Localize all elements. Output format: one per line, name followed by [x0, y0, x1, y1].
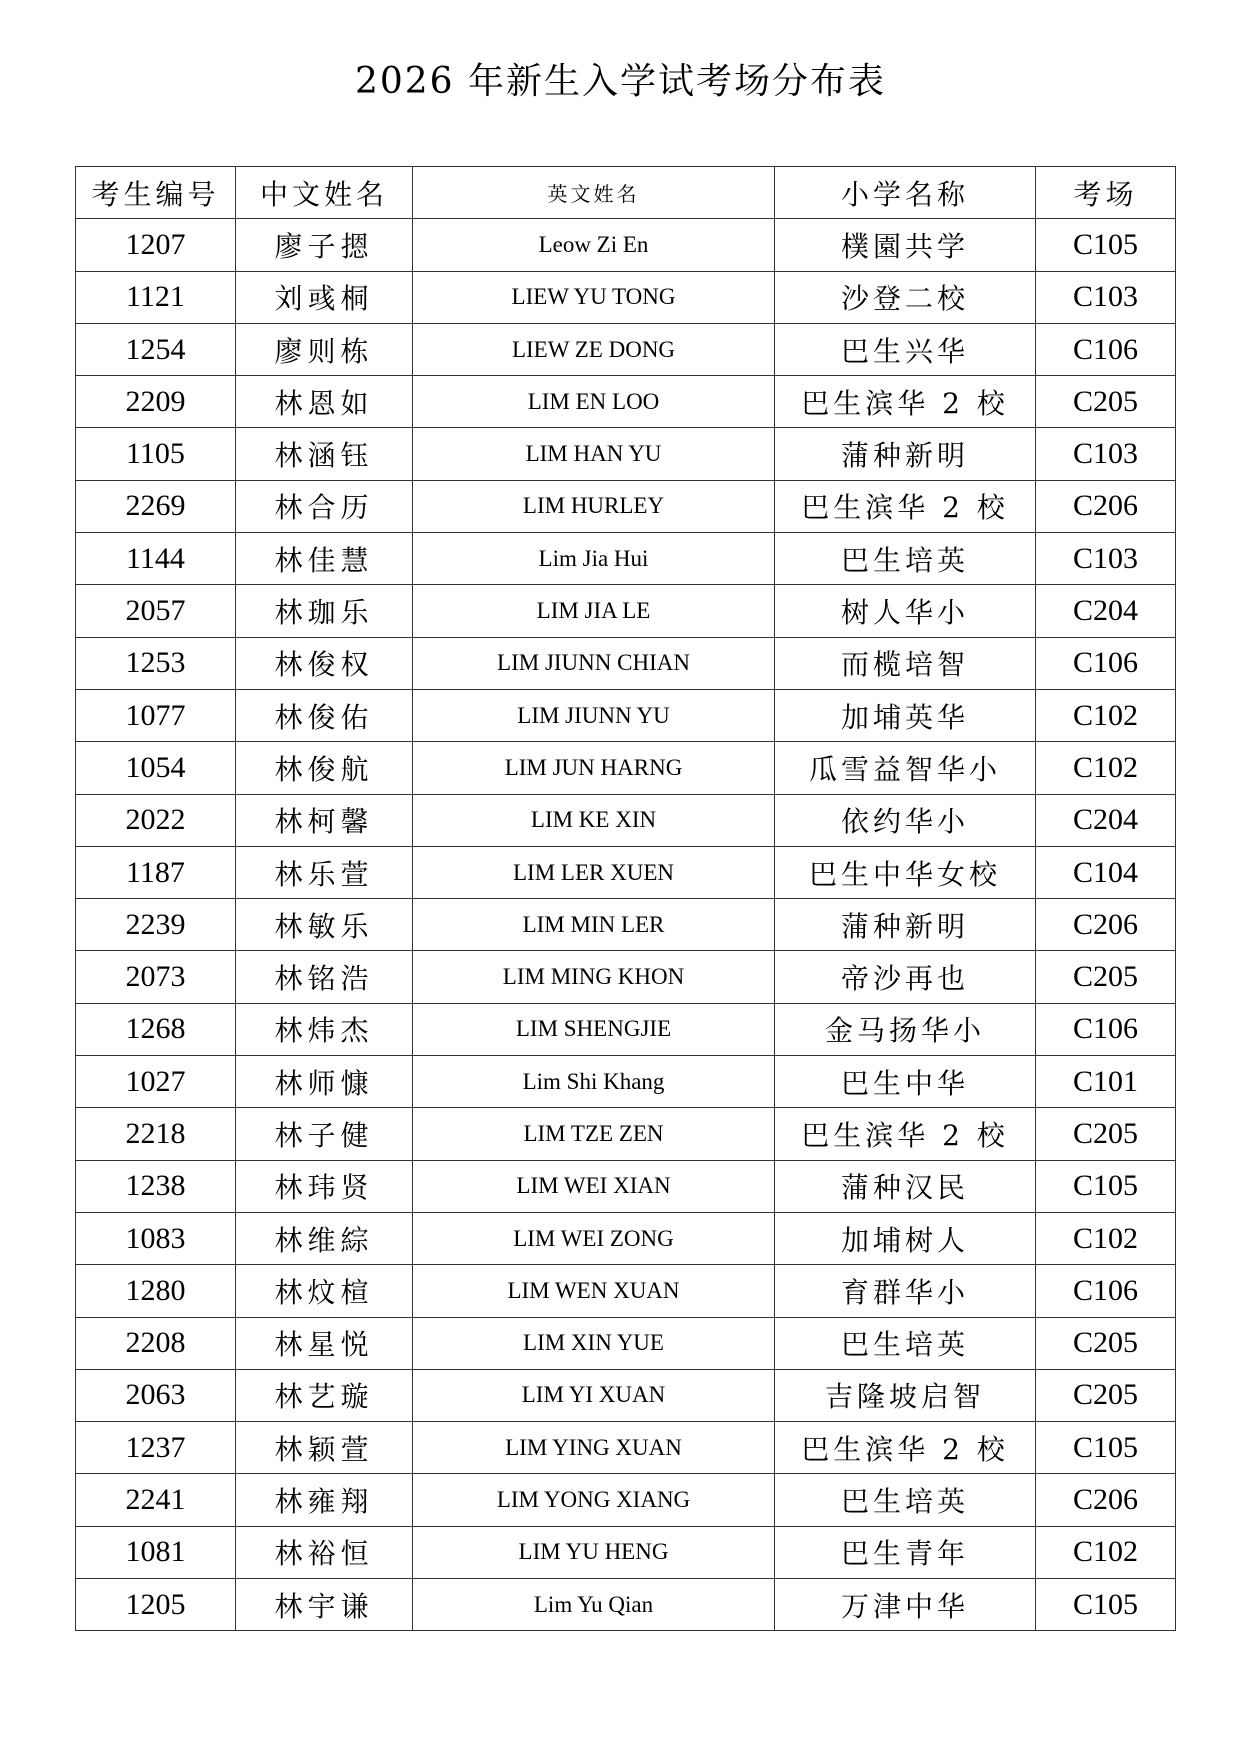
cell-english-name: Lim Shi Khang [413, 1056, 775, 1108]
table-row [76, 1422, 1176, 1474]
header-english-name: 英文姓名 [413, 167, 775, 219]
cell-candidate-id: 1205 [76, 1579, 236, 1631]
cell-school-name: 树人华小 [775, 585, 1036, 637]
cell-chinese-name: 林师慷 [236, 1056, 413, 1108]
cell-school-name: 万津中华 [775, 1579, 1036, 1631]
cell-school-name: 帝沙再也 [775, 951, 1036, 1003]
cell-exam-room: C206 [1036, 480, 1176, 532]
cell-candidate-id: 1280 [76, 1265, 236, 1317]
cell-candidate-id: 2057 [76, 585, 236, 637]
cell-chinese-name: 林俊权 [236, 637, 413, 689]
cell-english-name: Lim Yu Qian [413, 1579, 775, 1631]
cell-school-name: 加埔英华 [775, 689, 1036, 741]
cell-english-name: LIM LER XUEN [413, 846, 775, 898]
cell-school-name: 沙登二校 [775, 271, 1036, 323]
cell-exam-room: C106 [1036, 1003, 1176, 1055]
cell-exam-room: C105 [1036, 1579, 1176, 1631]
cell-candidate-id: 1083 [76, 1212, 236, 1264]
exam-room-table [75, 166, 1176, 1631]
cell-school-name: 巴生中华 [775, 1056, 1036, 1108]
cell-exam-room: C101 [1036, 1056, 1176, 1108]
cell-candidate-id: 1268 [76, 1003, 236, 1055]
cell-school-name: 樸園共学 [775, 219, 1036, 271]
cell-candidate-id: 1238 [76, 1160, 236, 1212]
cell-english-name: LIM SHENGJIE [413, 1003, 775, 1055]
cell-exam-room: C104 [1036, 846, 1176, 898]
table-header-row [76, 167, 1176, 219]
cell-chinese-name: 林星悦 [236, 1317, 413, 1369]
cell-english-name: LIM KE XIN [413, 794, 775, 846]
cell-candidate-id: 1077 [76, 689, 236, 741]
cell-school-name: 金马扬华小 [775, 1003, 1036, 1055]
cell-english-name: Lim Jia Hui [413, 533, 775, 585]
cell-english-name: LIM YING XUAN [413, 1422, 775, 1474]
cell-chinese-name: 林涵钰 [236, 428, 413, 480]
cell-chinese-name: 林乐萱 [236, 846, 413, 898]
cell-exam-room: C205 [1036, 376, 1176, 428]
table-row [76, 1526, 1176, 1578]
cell-exam-room: C204 [1036, 794, 1176, 846]
cell-candidate-id: 1253 [76, 637, 236, 689]
cell-chinese-name: 林恩如 [236, 376, 413, 428]
cell-chinese-name: 林维綜 [236, 1212, 413, 1264]
cell-chinese-name: 林裕恒 [236, 1526, 413, 1578]
cell-school-name: 吉隆坡启智 [775, 1369, 1036, 1421]
cell-english-name: LIM YONG XIANG [413, 1474, 775, 1526]
cell-chinese-name: 林珈乐 [236, 585, 413, 637]
cell-english-name: LIM TZE ZEN [413, 1108, 775, 1160]
cell-exam-room: C105 [1036, 1160, 1176, 1212]
cell-candidate-id: 2239 [76, 899, 236, 951]
cell-school-name: 巴生滨华 2 校 [775, 1108, 1036, 1160]
table-row [76, 1579, 1176, 1631]
cell-exam-room: C205 [1036, 1317, 1176, 1369]
cell-english-name: LIM JIUNN YU [413, 689, 775, 741]
table-row [76, 1317, 1176, 1369]
cell-english-name: LIM XIN YUE [413, 1317, 775, 1369]
cell-candidate-id: 2269 [76, 480, 236, 532]
cell-school-name: 加埔树人 [775, 1212, 1036, 1264]
cell-school-name: 瓜雪益智华小 [775, 742, 1036, 794]
cell-school-name: 巴生培英 [775, 1474, 1036, 1526]
cell-exam-room: C106 [1036, 637, 1176, 689]
cell-chinese-name: 林敏乐 [236, 899, 413, 951]
cell-candidate-id: 2208 [76, 1317, 236, 1369]
cell-school-name: 巴生培英 [775, 1317, 1036, 1369]
cell-candidate-id: 2218 [76, 1108, 236, 1160]
cell-exam-room: C105 [1036, 1422, 1176, 1474]
cell-english-name: Leow Zi En [413, 219, 775, 271]
table-row [76, 1108, 1176, 1160]
cell-candidate-id: 1081 [76, 1526, 236, 1578]
cell-school-name: 巴生滨华 2 校 [775, 1422, 1036, 1474]
cell-exam-room: C106 [1036, 1265, 1176, 1317]
cell-chinese-name: 林颖萱 [236, 1422, 413, 1474]
cell-chinese-name: 林铭浩 [236, 951, 413, 1003]
cell-school-name: 而榄培智 [775, 637, 1036, 689]
cell-english-name: LIM EN LOO [413, 376, 775, 428]
cell-school-name: 蒲种新明 [775, 428, 1036, 480]
cell-english-name: LIM WEI XIAN [413, 1160, 775, 1212]
cell-english-name: LIM YI XUAN [413, 1369, 775, 1421]
cell-chinese-name: 林炜杰 [236, 1003, 413, 1055]
cell-candidate-id: 1207 [76, 219, 236, 271]
cell-chinese-name: 刘彧桐 [236, 271, 413, 323]
cell-exam-room: C205 [1036, 1108, 1176, 1160]
table-row [76, 1369, 1176, 1421]
cell-candidate-id: 1254 [76, 323, 236, 375]
page-title: 2026 年新生入学试考场分布表 [354, 61, 887, 102]
cell-chinese-name: 林俊航 [236, 742, 413, 794]
cell-school-name: 育群华小 [775, 1265, 1036, 1317]
cell-exam-room: C106 [1036, 323, 1176, 375]
cell-exam-room: C103 [1036, 533, 1176, 585]
cell-candidate-id: 1187 [76, 846, 236, 898]
cell-english-name: LIM YU HENG [413, 1526, 775, 1578]
cell-school-name: 蒲种新明 [775, 899, 1036, 951]
table-row [76, 899, 1176, 951]
cell-chinese-name: 林宇谦 [236, 1579, 413, 1631]
cell-school-name: 蒲种汉民 [775, 1160, 1036, 1212]
cell-english-name: LIEW ZE DONG [413, 323, 775, 375]
cell-school-name: 巴生培英 [775, 533, 1036, 585]
table-row [76, 846, 1176, 898]
table-row [76, 585, 1176, 637]
cell-english-name: LIM MING KHON [413, 951, 775, 1003]
cell-candidate-id: 1237 [76, 1422, 236, 1474]
cell-candidate-id: 1054 [76, 742, 236, 794]
table-row [76, 271, 1176, 323]
cell-candidate-id: 2063 [76, 1369, 236, 1421]
table-row [76, 1265, 1176, 1317]
cell-english-name: LIM JIUNN CHIAN [413, 637, 775, 689]
table-row [76, 533, 1176, 585]
cell-english-name: LIM JUN HARNG [413, 742, 775, 794]
cell-candidate-id: 1144 [76, 533, 236, 585]
cell-english-name: LIM WEI ZONG [413, 1212, 775, 1264]
cell-english-name: LIM WEN XUAN [413, 1265, 775, 1317]
table-row [76, 219, 1176, 271]
cell-exam-room: C103 [1036, 271, 1176, 323]
cell-exam-room: C102 [1036, 742, 1176, 794]
cell-chinese-name: 林玮贤 [236, 1160, 413, 1212]
cell-school-name: 巴生中华女校 [775, 846, 1036, 898]
cell-chinese-name: 林艺璇 [236, 1369, 413, 1421]
table-row [76, 1474, 1176, 1526]
cell-candidate-id: 1105 [76, 428, 236, 480]
table-row [76, 689, 1176, 741]
table-row [76, 951, 1176, 1003]
cell-school-name: 巴生滨华 2 校 [775, 480, 1036, 532]
table-row [76, 323, 1176, 375]
table-row [76, 794, 1176, 846]
cell-chinese-name: 廖则栋 [236, 323, 413, 375]
cell-school-name: 巴生兴华 [775, 323, 1036, 375]
cell-candidate-id: 2022 [76, 794, 236, 846]
table-row [76, 428, 1176, 480]
cell-exam-room: C102 [1036, 689, 1176, 741]
table-row [76, 1212, 1176, 1264]
cell-chinese-name: 林子健 [236, 1108, 413, 1160]
cell-english-name: LIEW YU TONG [413, 271, 775, 323]
cell-chinese-name: 林合历 [236, 480, 413, 532]
cell-chinese-name: 林柯馨 [236, 794, 413, 846]
cell-exam-room: C105 [1036, 219, 1176, 271]
cell-candidate-id: 2241 [76, 1474, 236, 1526]
cell-english-name: LIM HURLEY [413, 480, 775, 532]
cell-exam-room: C102 [1036, 1526, 1176, 1578]
cell-chinese-name: 林俊佑 [236, 689, 413, 741]
cell-exam-room: C206 [1036, 1474, 1176, 1526]
cell-candidate-id: 1027 [76, 1056, 236, 1108]
table-row [76, 637, 1176, 689]
header-school-name: 小学名称 [775, 167, 1036, 219]
cell-school-name: 巴生青年 [775, 1526, 1036, 1578]
cell-exam-room: C102 [1036, 1212, 1176, 1264]
cell-school-name: 依约华小 [775, 794, 1036, 846]
cell-exam-room: C205 [1036, 1369, 1176, 1421]
cell-chinese-name: 林炆楦 [236, 1265, 413, 1317]
header-chinese-name: 中文姓名 [236, 167, 413, 219]
table-row [76, 1056, 1176, 1108]
cell-english-name: LIM MIN LER [413, 899, 775, 951]
cell-english-name: LIM JIA LE [413, 585, 775, 637]
table-row [76, 480, 1176, 532]
cell-candidate-id: 1121 [76, 271, 236, 323]
cell-school-name: 巴生滨华 2 校 [775, 376, 1036, 428]
cell-chinese-name: 林佳慧 [236, 533, 413, 585]
table-row [76, 742, 1176, 794]
cell-english-name: LIM HAN YU [413, 428, 775, 480]
table-row [76, 376, 1176, 428]
cell-candidate-id: 2209 [76, 376, 236, 428]
cell-chinese-name: 林雍翔 [236, 1474, 413, 1526]
table-row [76, 1003, 1176, 1055]
table-row [76, 1160, 1176, 1212]
header-exam-room: 考场 [1036, 167, 1176, 219]
cell-exam-room: C205 [1036, 951, 1176, 1003]
header-candidate-id: 考生编号 [76, 167, 236, 219]
cell-chinese-name: 廖子摁 [236, 219, 413, 271]
cell-exam-room: C206 [1036, 899, 1176, 951]
cell-exam-room: C204 [1036, 585, 1176, 637]
cell-exam-room: C103 [1036, 428, 1176, 480]
cell-candidate-id: 2073 [76, 951, 236, 1003]
